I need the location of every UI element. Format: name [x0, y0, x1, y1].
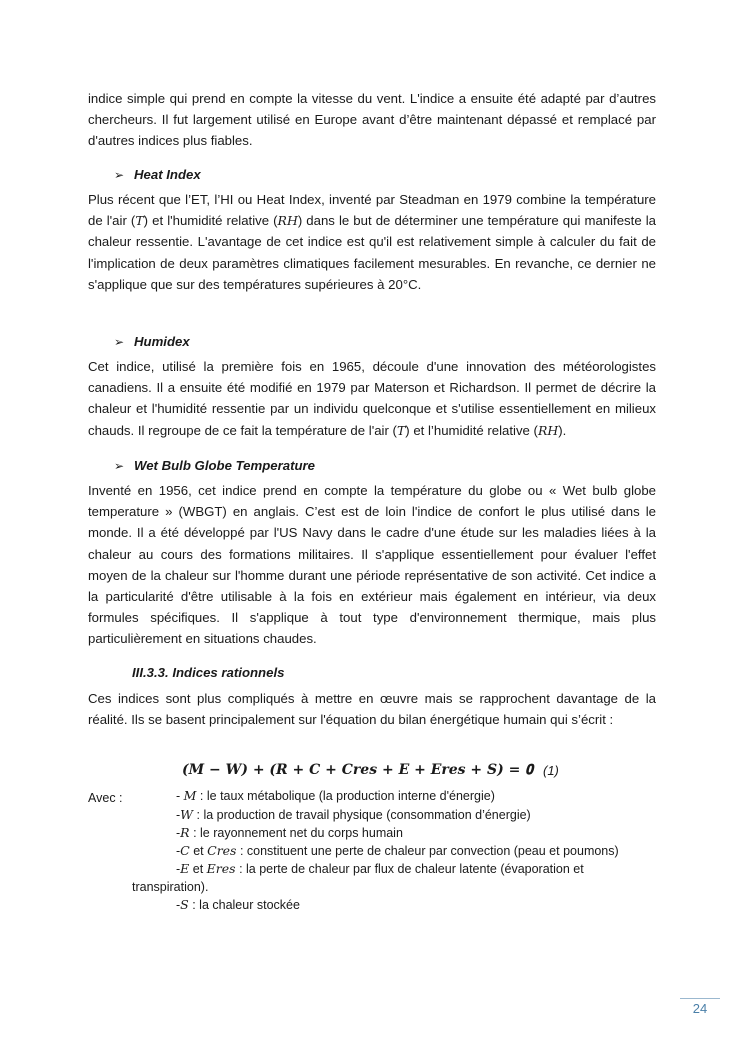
def-text: : le rayonnement net du corps humain: [189, 826, 403, 840]
var-e: E: [180, 861, 190, 876]
definition-w: [176, 806, 531, 824]
heat-index-title: Heat Index: [134, 167, 201, 182]
definition-m: [176, 787, 495, 805]
humidex-text-1: Cet indice, utilisé la première fois en 1965, découle d'une innovation des météorologistes canadiens. Il a ensuite été modifié en 1979 par Materson et Richardson. Il permet de décrire la chaleur et l'humidité ressentie par un individu quelconque et s'utilise essentiellement en milieux chauds. Il regroupe de ce fait la température de l'air (: [88, 359, 656, 438]
definition-c-cres: [176, 842, 619, 860]
intro-paragraph: indice simple qui prend en compte la vitesse du vent. L'indice a ensuite été adapté par d’autres chercheurs. Il fut largement utilisé en Europe avant d’être maintenant dépassé et remplacé par d'autres indices plus fiables.: [88, 91, 656, 149]
heat-index-text-2: ) et l'humidité relative (: [143, 213, 278, 229]
energy-balance-equation: (𝑴 − 𝑾) + (𝑹 + 𝑪 + 𝑪𝒓𝒆𝒔 + 𝑬 + 𝑬𝒓𝒆𝒔 + 𝑺) = 𝟎: [182, 762, 534, 778]
equation-number: (1): [543, 763, 559, 778]
def-prefix: -: [176, 826, 181, 840]
page-number: 24: [692, 1001, 708, 1016]
def-text: : le taux métabolique (la production interne d'énergie): [196, 789, 495, 803]
definition-s: [176, 896, 300, 914]
var-t: T: [396, 422, 406, 438]
var-rh: RH: [537, 422, 559, 438]
wbgt-title: Wet Bulb Globe Temperature: [134, 458, 315, 473]
def-mid: et: [189, 862, 207, 876]
page-number-rule: [680, 998, 720, 999]
rational-indices-paragraph: Ces indices sont plus compliqués à mettre en œuvre mais se rapprochent davantage de la réalité. Ils se basent principalement sur l'équation du bilan énergétique humain qui s’écrit :: [88, 691, 656, 728]
definition-e-eres: [176, 860, 584, 878]
var-t: T: [135, 213, 144, 229]
var-c: C: [180, 843, 190, 858]
definition-e-eres-continuation: transpiration).: [132, 880, 209, 894]
var-rh: RH: [277, 213, 298, 229]
humidex-paragraph: [88, 356, 656, 441]
def-prefix: -: [176, 808, 181, 822]
heat-index-text-1: Plus récent que l’ET, l’HI ou Heat Index, inventé par Steadman en 1979 combine la température de l'air (: [88, 192, 656, 229]
def-mid: et: [189, 844, 208, 858]
humidex-text-2: ) et l’humidité relative (: [405, 422, 538, 438]
def-text: : la chaleur stockée: [188, 898, 300, 912]
def-prefix: -: [176, 789, 184, 803]
def-prefix: -: [176, 898, 181, 912]
humidex-heading: [114, 333, 190, 351]
def-text: : la production de travail physique (consommation d’énergie): [193, 808, 531, 822]
wbgt-heading: [114, 457, 315, 475]
humidex-title: Humidex: [134, 334, 190, 349]
var-r: R: [180, 825, 190, 840]
def-text: : la perte de chaleur par flux de chaleur latente (évaporation et: [235, 862, 584, 876]
var-w: W: [180, 807, 194, 822]
rational-indices-heading: III.3.3. Indices rationnels: [132, 665, 285, 680]
definition-r: [176, 824, 403, 842]
heat-index-paragraph: [88, 189, 656, 295]
definitions-label: Avec :: [88, 791, 123, 805]
arrow-bullet-icon: ➢: [114, 335, 125, 349]
heat-index-heading: [114, 166, 201, 184]
arrow-bullet-icon: ➢: [114, 168, 125, 182]
heat-index-text-3: ) dans le but de déterminer une température qui manifeste la chaleur ressentie. L'avantage de cet indice est qu'il est relativement simple à calculer du fait de l'implication de deux paramètres climatiques facilement mesurables. En revanche, ce dernier ne s'applique que sur des températures supérieures à 20°C.: [88, 213, 656, 292]
var-m: M: [183, 788, 197, 803]
var-s: S: [180, 897, 189, 912]
def-prefix: -: [176, 862, 181, 876]
var-cres: Cres: [207, 843, 237, 858]
def-prefix: -: [176, 844, 181, 858]
var-eres: Eres: [206, 861, 236, 876]
def-text: : constituent une perte de chaleur par convection (peau et poumons): [236, 844, 619, 858]
humidex-text-3: ).: [558, 422, 567, 438]
wbgt-paragraph: Inventé en 1956, cet indice prend en compte la température du globe ou « Wet bulb globe temperature » (WBGT) en anglais. C’est est de loin l'indice de confort le plus utilisé dans le monde. Il a été développé par l'US Navy dans le cadre d'une étude sur les maladies liées à la chaleur au cours des formations militaires. Il s'applique essentiellement pour évaluer l'effet moyen de la chaleur sur l'homme durant une période représentative de son activité. Cet indice a la particularité d'être utilisable à la fois en extérieur mais également en intérieur, via deux formules spécifiques. Il s'applique à tout type d'environnement thermique, mais plus particulièrement en situations chaudes.: [88, 483, 656, 647]
arrow-bullet-icon: ➢: [114, 459, 125, 473]
